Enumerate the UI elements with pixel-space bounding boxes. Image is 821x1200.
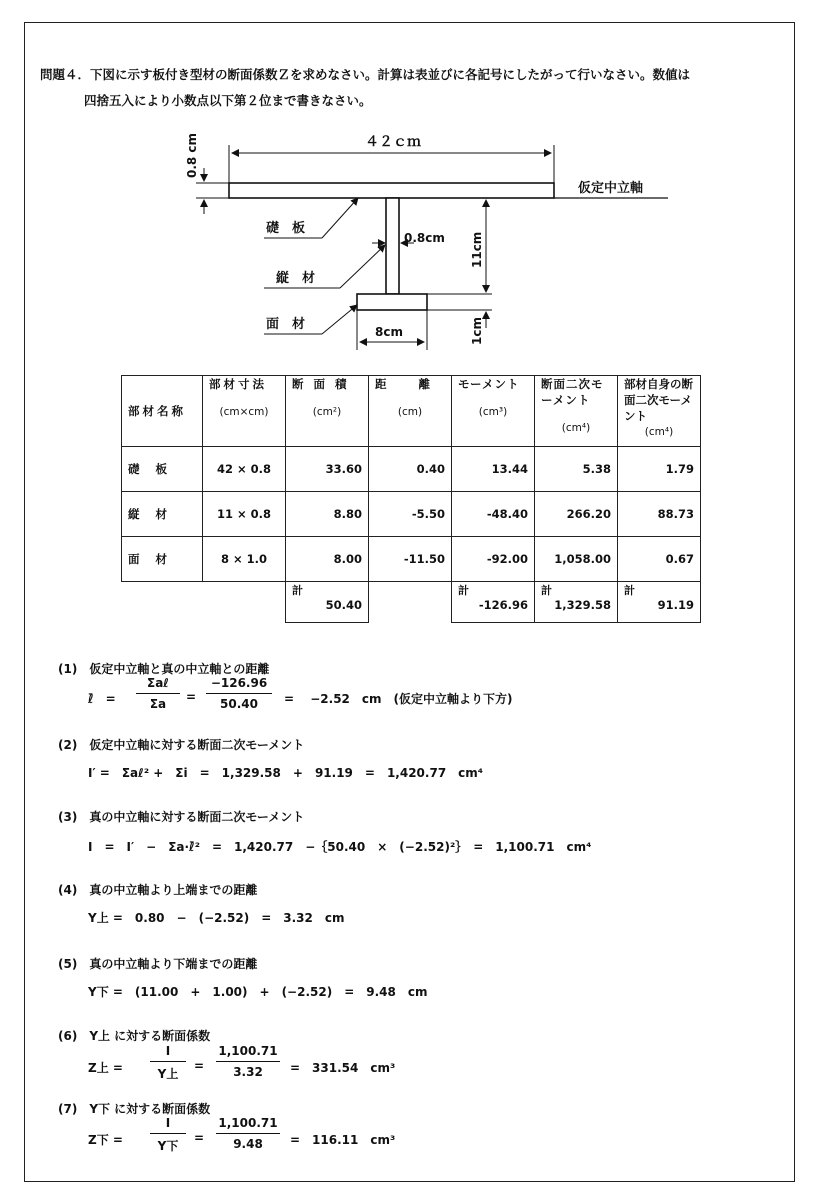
calc-6-fraction: I Y上: [150, 1044, 186, 1082]
plate-label: 礎 板: [266, 221, 306, 236]
calc-2-title: (2) 仮定中立軸に対する断面二次モーメント: [58, 738, 305, 752]
calc-5-equation: Y下 = (11.00 + 1.00) + (−2.52) = 9.48 cm: [88, 985, 428, 999]
flange-shape: [357, 294, 427, 310]
table-row: 面 材 8 × 1.0 8.00 -11.50 -92.00 1,058.00 0.67: [122, 537, 701, 582]
calc-6-fraction-values: 1,100.71 3.32: [216, 1044, 280, 1079]
calc-6-lhs: Z上 =: [88, 1061, 123, 1075]
header-moment: モーメント (cm³): [452, 376, 535, 447]
table-row: 縦 材 11 × 0.8 8.80 -5.50 -48.40 266.20 88.73: [122, 492, 701, 537]
web-thickness-label: 0.8cm: [404, 231, 445, 245]
thickness-label: 0.8 cm: [185, 132, 199, 178]
total-area: 計 50.40: [286, 582, 369, 623]
calc-7-fraction-values: 1,100.71 9.48: [216, 1116, 280, 1151]
table-total-row: [122, 582, 701, 623]
calc-1-result: = −2.52 cm (仮定中立軸より下方): [284, 692, 513, 706]
calc-6-result: = 331.54 cm³: [290, 1061, 396, 1075]
total-moment: 計 -126.96: [452, 582, 535, 623]
calc-6-title: (6) Y上 に対する断面係数: [58, 1029, 211, 1043]
calc-1-fraction: Σaℓ Σa: [136, 676, 180, 711]
total-self-second-moment: 計 91.19: [618, 582, 701, 623]
header-self-second-moment: 部材自身の断面二次モーメント (cm⁴): [618, 376, 701, 447]
header-part-name: 部材名称: [122, 376, 203, 447]
problem-line-1: 問題４．下図に示す板付き型材の断面係数Ｚを求めなさい。計算は表並びに各記号にしたがって行いなさい。数値は: [40, 67, 691, 82]
flange-width-label: 8cm: [375, 325, 403, 339]
calc-7-title: (7) Y下 に対する断面係数: [58, 1102, 211, 1116]
table-row: 礎 板 42 × 0.8 33.60 0.40 13.44 5.38 1.79: [122, 447, 701, 492]
header-dims: 部材寸法 (cm×cm): [203, 376, 286, 447]
axis-label: 仮定中立軸: [578, 181, 644, 196]
calc-5-title: (5) 真の中立軸より下端までの距離: [58, 957, 258, 971]
flange-label: 面 材: [266, 317, 306, 332]
problem-line-2: 四捨五入により小数点以下第２位まで書きなさい。: [84, 93, 372, 108]
cross-section-figure: [0, 0, 821, 370]
calc-1-fraction-values: −126.96 50.40: [206, 676, 272, 711]
web-height-label: 11cm: [470, 231, 484, 268]
total-second-moment: 計 1,329.58: [535, 582, 618, 623]
calc-1-lhs: ℓ̄ =: [88, 692, 116, 706]
flange-thickness-label: 1cm: [470, 317, 484, 345]
calc-3-equation: I = I′ − Σa·ℓ̄² = 1,420.77 −｛50.40 × (−2.52)²｝ = 1,100.71 cm⁴: [88, 840, 592, 854]
calc-4-equation: Y上 = 0.80 − (−2.52) = 3.32 cm: [88, 911, 345, 925]
table-header-row: [122, 376, 701, 447]
calc-4-title: (4) 真の中立軸より上端までの距離: [58, 883, 258, 897]
web-label: 縦 材: [276, 271, 316, 286]
calc-1-title: (1) 仮定中立軸と真の中立軸との距離: [58, 662, 270, 676]
header-second-moment: 断面二次モーメント (cm⁴): [535, 376, 618, 447]
calc-2-equation: I′ = Σaℓ² + Σi = 1,329.58 + 91.19 = 1,420.77 cm⁴: [88, 766, 484, 780]
calc-7-fraction: I Y下: [150, 1116, 186, 1154]
calculation-table: [121, 375, 701, 623]
calc-7-result: = 116.11 cm³: [290, 1133, 396, 1147]
width-label: ４２ｃｍ: [365, 134, 421, 150]
calc-3-title: (3) 真の中立軸に対する断面二次モーメント: [58, 810, 305, 824]
calc-7-lhs: Z下 =: [88, 1133, 123, 1147]
header-distance: 距 離 (cm): [369, 376, 452, 447]
plate-shape: [229, 183, 554, 198]
web-shape: [386, 198, 399, 294]
header-area: 断 面 積 (cm²): [286, 376, 369, 447]
